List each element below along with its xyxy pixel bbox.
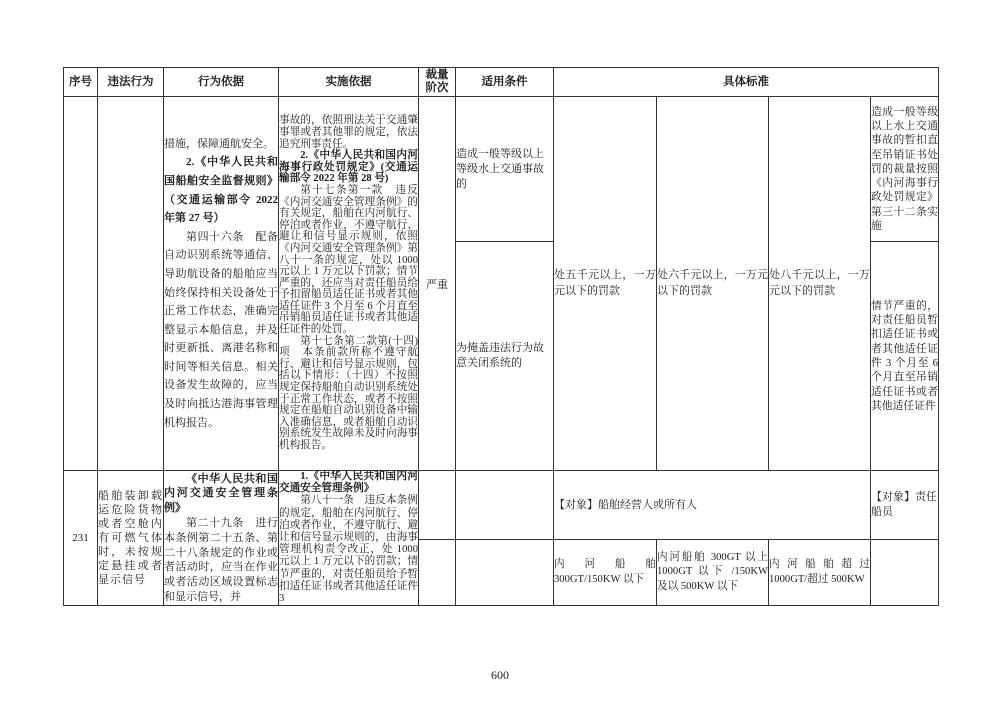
paragraph: 第四十六条 配备自动识别系统等通信、导助航设备的船舶应当始终保持相关设备处于正常工作状态，准确完整显示本船信息，并及时更新抵、离港名称和时间等相关信息。相关设备发生故障的，应当及时向抵达港海事管理机构报告。 <box>164 230 278 429</box>
cell-230-shishi-yiju <box>279 97 419 471</box>
cell-231-shiyong-tiaojian-empty <box>456 471 554 540</box>
cell-231-shishi-yiju <box>279 471 419 606</box>
cell-231-biaozhun-2: 内河船舶 300GT 以上 1000GT 以下 /150KW 及以 500KW 以下 <box>657 540 769 606</box>
header-xingwei-yiju: 行为依据 <box>164 68 279 97</box>
cell-231-weifa-xingwei: 船舶装卸载运危险货物或者空舱内有可燃气体时，未按规定悬挂或者显示信号 <box>98 471 164 606</box>
cell-230-biaozhun-1: 处五千元以上，一万元以下的罚款 <box>554 97 657 471</box>
cell-231-biaozhun-3: 内河船舶超过 1000GT/超过 500KW <box>769 540 871 606</box>
header-juti-biaozhun: 具体标准 <box>554 68 939 97</box>
penalty-discretion-table <box>63 67 939 606</box>
cell-231-xingwei-yiju <box>164 471 279 606</box>
paragraph: 第八十一条 违反本条例的规定，船舶在内河航行、停泊或者作业，不遵守航行、避让和信号显示规则的，由海事管理机构责令改正，处 1000 元以上 1 万元以下的罚款；情节严重的，对责任船员给予暂扣适任证书或者其他适任证件 3 <box>279 495 418 605</box>
cell-231-biaozhun-target-crew: 【对象】责任船员 <box>871 471 939 540</box>
paragraph-law-title: 2.《中华人民共和国船舶安全监督规则》（交通运输部令 2022 年第 27 号） <box>164 156 278 225</box>
paragraph: 第十七条第二款第(十四)项 本条前款所称不遵守航行、避让和信号显示规则，包括以下情形：（十四）不按照规定保持船舶自动识别系统处于正常工作状态，或者不按照规定在船舶自动识别设备中输入准确信息，或者船舶自动识别系统发生故障未及时向海事机构报告。 <box>279 335 418 452</box>
paragraph: 措施，保障通航安全。 <box>164 137 274 150</box>
cell-230-xingwei-yiju <box>164 97 279 471</box>
cell-230-cailiang-jieci: 严重 <box>419 97 456 471</box>
header-cailiang-jieci: 裁量阶次 <box>419 68 456 97</box>
cell-230-biaozhun-2: 处六千元以上，一万元以下的罚款 <box>657 97 769 471</box>
paragraph-law-title: 《中华人民共和国内河交通安全管理条例》 <box>164 472 278 515</box>
row-230-sub-a <box>64 97 939 242</box>
cell-231-biaozhun-1: 内河船舶 300GT/150KW 以下 <box>554 540 657 606</box>
header-shiyong-tiaojian: 适用条件 <box>456 68 554 97</box>
cell-231b-shiyong-tiaojian-empty <box>456 540 554 606</box>
paragraph: 第二十九条 进行本条例第二十五条、第二十八条规定的作业或者活动时，应当在作业或者活动区域设置标志和显示信号，并 <box>164 516 278 603</box>
header-xuhao: 序号 <box>64 68 98 97</box>
cell-230-weifa-empty <box>98 97 164 471</box>
row-231-sub-a <box>64 471 939 540</box>
cell-231-xuhao: 231 <box>64 471 98 606</box>
paragraph-law-title: 1.《中华人民共和国内河交通安全管理条例》 <box>279 471 418 495</box>
cell-230-xuhao-empty <box>64 97 98 471</box>
header-shishi-yiju: 实施依据 <box>279 68 419 97</box>
cell-230-biaozhun-4b: 情节严重的，对责任船员暂扣适任证书或者其他适任证件 3 个月至 6 个月直至吊销适任证书或者其他适任证件 <box>871 242 939 471</box>
cell-230-shiyong-tiaojian-1: 造成一般等级以上等级水上交通事故的 <box>456 97 554 242</box>
cell-231-biaozhun-target-operator: 【对象】船舶经营人或所有人 <box>554 471 871 540</box>
table-header-row <box>64 68 939 97</box>
cell-230-biaozhun-3: 处八千元以上，一万元以下的罚款 <box>769 97 871 471</box>
cell-230-shiyong-tiaojian-2: 为掩盖违法行为故意关闭系统的 <box>456 242 554 471</box>
cell-230-biaozhun-4a: 造成一般等级以上水上交通事故的暂扣直至吊销证书处罚的裁量按照《内河海事行政处罚规定》第三十二条实施 <box>871 97 939 242</box>
cell-231-biaozhun-4-empty <box>871 540 939 606</box>
paragraph: 事故的，依照刑法关于交通肇事罪或者其他罪的规定，依法追究刑事责任。 <box>279 115 418 150</box>
cell-231-cailiang-jieci-empty <box>419 471 456 540</box>
paragraph: 第十七条第一款 违反《内河交通安全管理条例》的有关规定，船舶在内河航行、停泊或者作业，不遵守航行、避让和信号显示规则，依照《内河交通安全管理条例》第八十一条的规定，处以 1000 元以上 1 万元以下罚款；情节严重的，还应当对责任船员给予扣留船员适任证书或者其他适任证件 3 个月至 6 个月直至吊销船员适任证书或者其他适任证件的处罚。 <box>279 184 418 336</box>
header-weifa-xingwei: 违法行为 <box>98 68 164 97</box>
paragraph-law-title: 2.《中华人民共和国内河海事行政处罚规定》(交通运输部令 2022 年第 28 号) <box>279 150 418 185</box>
cell-231b-cailiang-jieci-empty <box>419 540 456 606</box>
page-number: 600 <box>491 668 509 682</box>
